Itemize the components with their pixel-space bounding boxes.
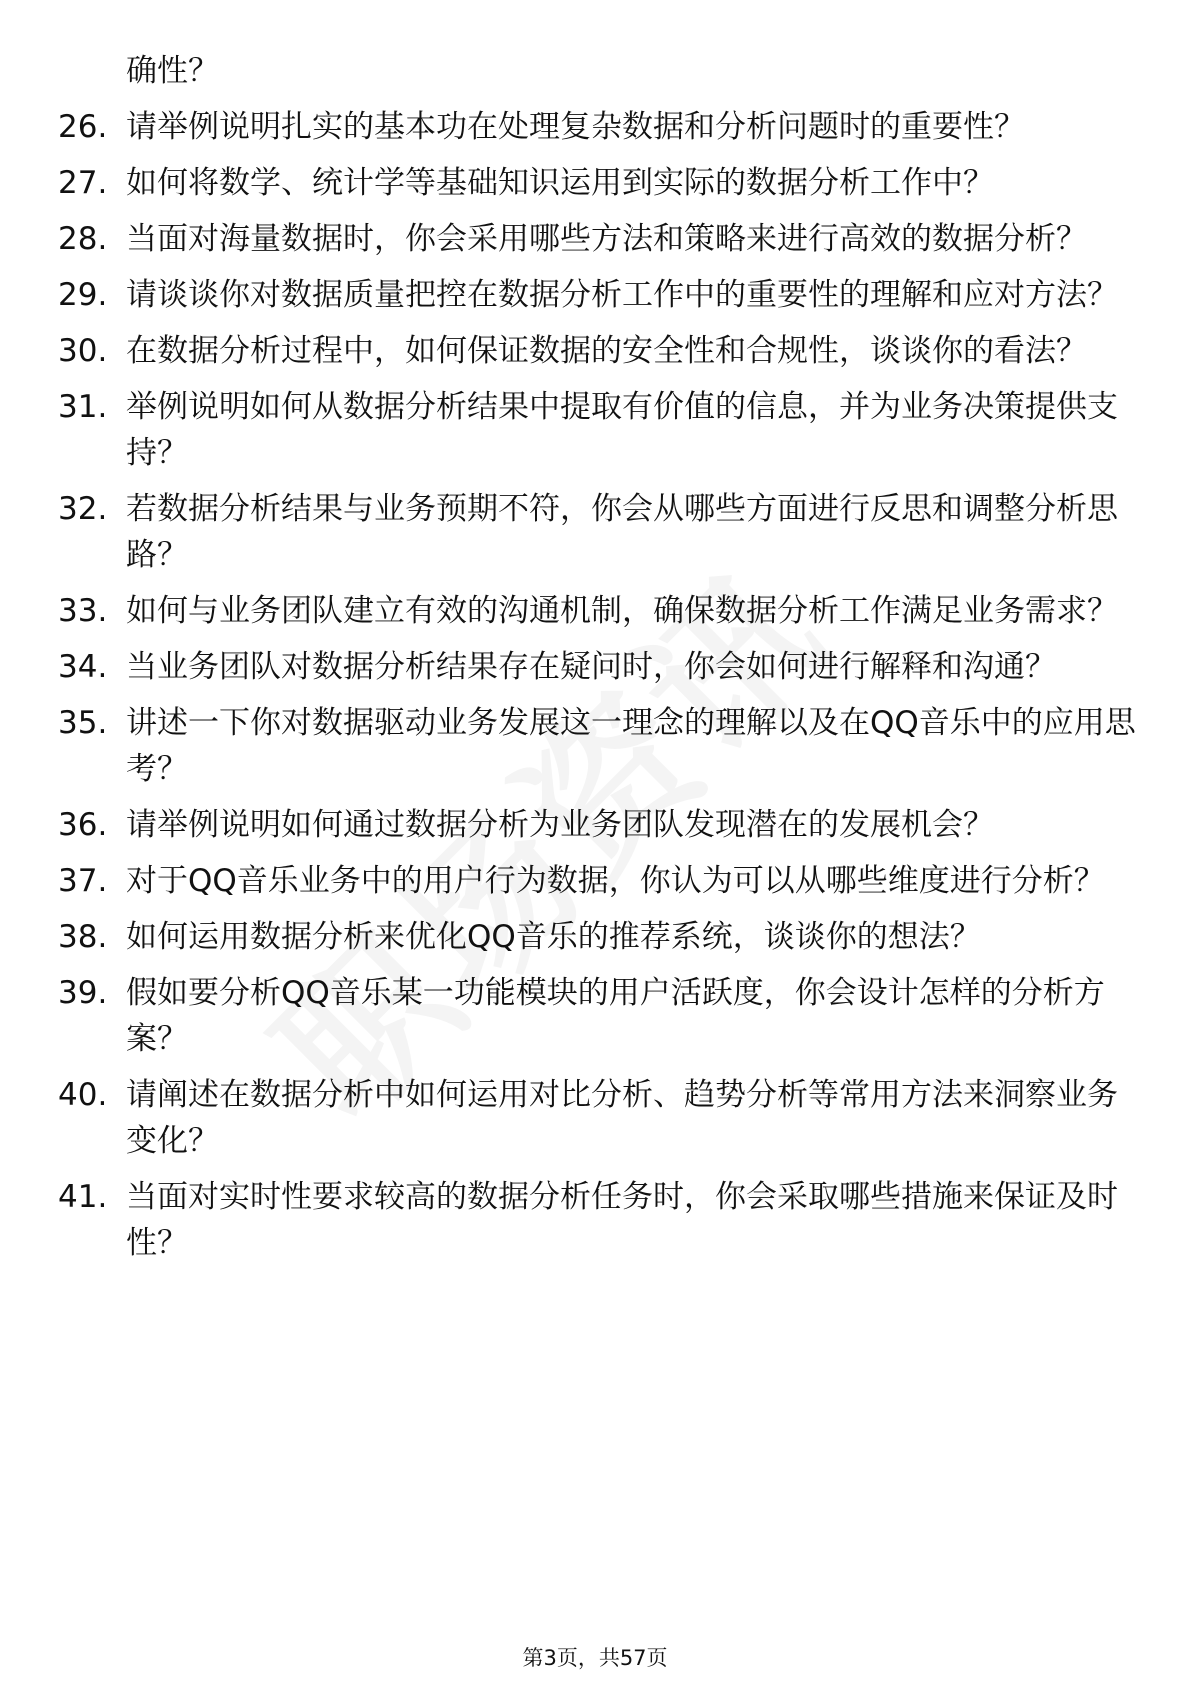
question-number: 26. xyxy=(58,109,108,145)
question-number: 40. xyxy=(58,1077,108,1113)
question-text: 如何将数学、统计学等基础知识运用到实际的数据分析工作中？ xyxy=(126,165,994,201)
question-number: 27. xyxy=(58,165,108,201)
question-text: 举例说明如何从数据分析结果中提取有价值的信息，并为业务决策提供支持？ xyxy=(126,389,1118,471)
question-text: 当面对实时性要求较高的数据分析任务时，你会采取哪些措施来保证及时性？ xyxy=(126,1179,1118,1261)
question-text: 当业务团队对数据分析结果存在疑问时，你会如何进行解释和沟通？ xyxy=(126,649,1056,685)
list-item xyxy=(58,858,1138,904)
page-number-footer: 第3页，共57页 xyxy=(522,1646,668,1670)
question-number: 31. xyxy=(58,389,108,425)
question-text: 请举例说明扎实的基本功在处理复杂数据和分析问题时的重要性？ xyxy=(126,109,1025,145)
list-item xyxy=(58,104,1138,150)
question-text: 对于QQ音乐业务中的用户行为数据，你认为可以从哪些维度进行分析？ xyxy=(126,863,1105,899)
list-item xyxy=(58,802,1138,848)
question-text: 当面对海量数据时，你会采用哪些方法和策略来进行高效的数据分析？ xyxy=(126,221,1087,257)
list-item xyxy=(58,1174,1138,1266)
question-text: 请谈谈你对数据质量把控在数据分析工作中的重要性的理解和应对方法？ xyxy=(126,277,1118,313)
question-number: 32. xyxy=(58,491,108,527)
question-number: 33. xyxy=(58,593,108,629)
list-item xyxy=(58,914,1138,960)
question-number: 41. xyxy=(58,1179,108,1215)
question-number: 30. xyxy=(58,333,108,369)
question-text: 在数据分析过程中，如何保证数据的安全性和合规性，谈谈你的看法？ xyxy=(126,333,1087,369)
question-number: 29. xyxy=(58,277,108,313)
list-item xyxy=(58,328,1138,374)
question-number: 38. xyxy=(58,919,108,955)
question-text: 请举例说明如何通过数据分析为业务团队发现潜在的发展机会？ xyxy=(126,807,994,843)
question-number: 39. xyxy=(58,975,108,1011)
question-text: 请阐述在数据分析中如何运用对比分析、趋势分析等常用方法来洞察业务变化？ xyxy=(126,1077,1118,1159)
list-item xyxy=(58,700,1138,792)
question-text: 如何运用数据分析来优化QQ音乐的推荐系统，谈谈你的想法？ xyxy=(126,919,981,955)
question-text: 讲述一下你对数据驱动业务发展这一理念的理解以及在QQ音乐中的应用思考？ xyxy=(126,705,1136,787)
continued-question-text: 确性？ xyxy=(126,53,219,89)
question-number: 34. xyxy=(58,649,108,685)
question-number: 35. xyxy=(58,705,108,741)
list-item xyxy=(58,384,1138,476)
list-item xyxy=(58,160,1138,206)
question-text: 如何与业务团队建立有效的沟通机制，确保数据分析工作满足业务需求？ xyxy=(126,593,1118,629)
list-item xyxy=(58,272,1138,318)
list-item xyxy=(58,644,1138,690)
list-item xyxy=(58,486,1138,578)
question-text: 若数据分析结果与业务预期不符，你会从哪些方面进行反思和调整分析思路？ xyxy=(126,491,1118,573)
question-list xyxy=(58,48,1138,1266)
list-item xyxy=(58,1072,1138,1164)
question-text: 假如要分析QQ音乐某一功能模块的用户活跃度，你会设计怎样的分析方案？ xyxy=(126,975,1105,1057)
question-number: 37. xyxy=(58,863,108,899)
list-item xyxy=(58,970,1138,1062)
list-item xyxy=(58,216,1138,262)
list-item xyxy=(58,588,1138,634)
question-number: 28. xyxy=(58,221,108,257)
question-number: 36. xyxy=(58,807,108,843)
